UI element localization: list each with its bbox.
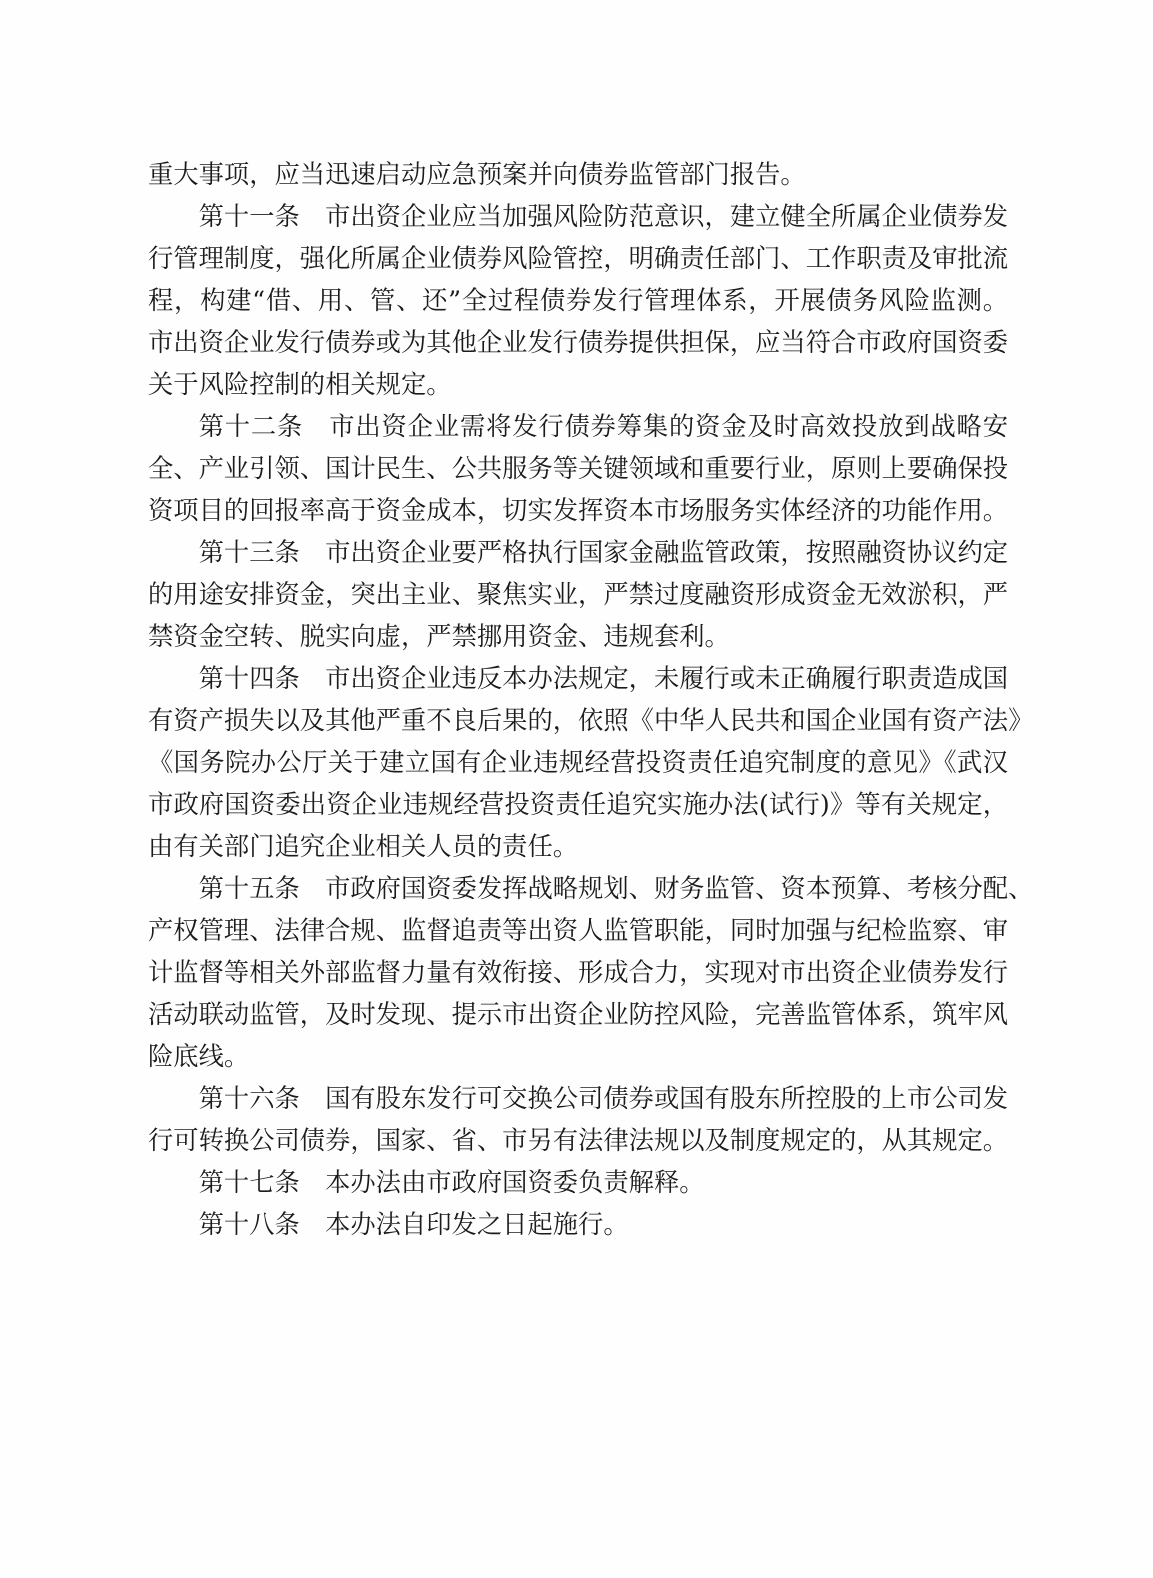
paragraph [148,406,1008,532]
paragraph [148,196,1008,406]
text-line: 禁资金空转、脱实向虚，严禁挪用资金、违规套利。 [148,622,730,651]
text-line: 全、产业引领、国计民生、公共服务等关键领域和重要行业，原则上要确保投 [148,454,1009,483]
text-line: 的用途安排资金，突出主业、聚焦实业，严禁过度融资形成资金无效淤积，严 [148,580,1009,609]
text-line: 《国务院办公厅关于建立国有企业违规经营投资责任追究制度的意见》《武汉 [148,748,1008,777]
text-line: 行可转换公司债券，国家、省、市另有法律法规以及制度规定的，从其规定。 [148,1126,1009,1155]
paragraph [148,658,1034,868]
text-line: 第十四条 市出资企业违反本办法规定，未履行或未正确履行职责造成国 [198,664,1009,693]
text-line: 行管理制度，强化所属企业债券风险管控，明确责任部门、工作职责及审批流 [148,244,1009,273]
text-line: 产权管理、法律合规、监督追责等出资人监管职能，同时加强与纪检监察、审 [148,916,1009,945]
text-line: 险底线。 [148,1042,250,1071]
paragraph [148,1078,1008,1162]
text-line: 第十七条 本办法由市政府国资委负责解释。 [198,1168,705,1197]
text-line: 市出资企业发行债券或为其他企业发行债券提供担保，应当符合市政府国资委 [148,328,1009,357]
text-line: 第十二条 市出资企业需将发行债券筹集的资金及时高效投放到战略安 [198,412,1008,441]
paragraph [148,154,1008,196]
paragraph [148,1204,1008,1246]
text-line: 活动联动监管，及时发现、提示市出资企业防控风险，完善监管体系，筑牢风 [148,1000,1009,1029]
paragraph [148,868,1034,1078]
text-line: 有资产损失以及其他严重不良后果的，依照《中华人民共和国企业国有资产法》 [148,706,1034,735]
paragraph [148,532,1008,658]
text-line: 程，构建“借、用、管、还”全过程债券发行管理体系，开展债务风险监测。 [148,286,1008,315]
text-line: 由有关部门追究企业相关人员的责任。 [148,832,579,861]
text-line: 关于风险控制的相关规定。 [148,370,452,399]
text-line: 第十一条 市出资企业应当加强风险防范意识，建立健全所属企业债券发 [198,202,1009,231]
document-text-block [148,154,1034,1246]
text-line: 第十八条 本办法自印发之日起施行。 [198,1210,629,1239]
text-line: 第十五条 市政府国资委发挥战略规划、财务监管、资本预算、考核分配、 [198,874,1034,903]
text-line: 重大事项，应当迅速启动应急预案并向债券监管部门报告。 [148,160,806,189]
paragraph [148,1162,1008,1204]
text-line: 第十三条 市出资企业要严格执行国家金融监管政策，按照融资协议约定 [198,538,1009,567]
text-line: 计监督等相关外部监督力量有效衔接、形成合力，实现对市出资企业债券发行 [148,958,1009,987]
text-line: 资项目的回报率高于资金成本，切实发挥资本市场服务实体经济的功能作用。 [148,496,1009,525]
text-line: 第十六条 国有股东发行可交换公司债券或国有股东所控股的上市公司发 [198,1084,1009,1113]
text-line: 市政府国资委出资企业违规经营投资责任追究实施办法(试行)》等有关规定， [148,790,1008,819]
